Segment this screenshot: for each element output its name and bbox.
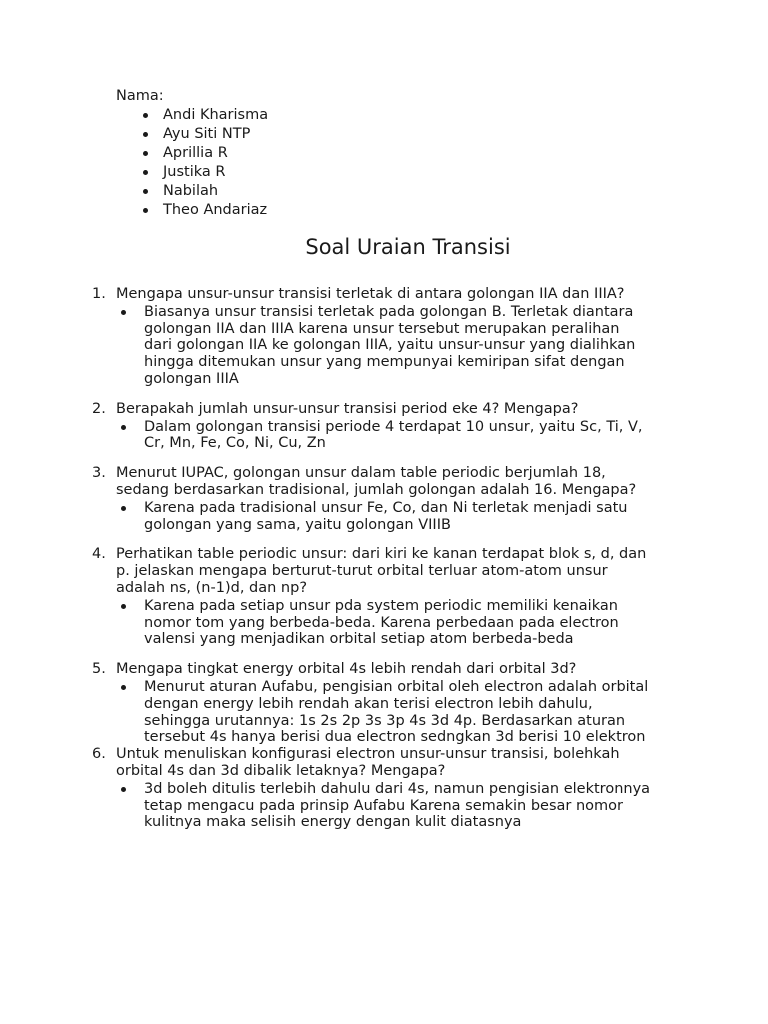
- name-item: Ayu Siti NTP: [116, 125, 268, 144]
- question-number: 6.: [92, 746, 106, 763]
- names-label: Nama:: [116, 88, 164, 104]
- question-item: [92, 465, 652, 533]
- bullet-icon: [92, 781, 144, 831]
- bullet-icon: [92, 679, 144, 746]
- name-item: Andi Kharisma: [116, 106, 268, 125]
- question-number: 3.: [92, 465, 106, 482]
- answer-text: Karena pada tradisional unsur Fe, Co, dan Ni terletak menjadi satu golongan yang sama, yaitu golongan VIIIB: [144, 499, 628, 533]
- names-section: [116, 87, 268, 220]
- question-item: [92, 401, 652, 452]
- answer-text: Dalam golongan transisi periode 4 terdapat 10 unsur, yaitu Sc, Ti, V, Cr, Mn, Fe, Co, Ni, Cu, Zn: [144, 418, 643, 452]
- question-text: Untuk menuliskan konfigurasi electron unsur-unsur transisi, bolehkah orbital 4s dan 3d dibalik letaknya? Mengapa?: [116, 746, 620, 779]
- question-item: [92, 286, 652, 388]
- question-number: 5.: [92, 661, 106, 678]
- bullet-icon: [92, 304, 144, 388]
- name-item: Nabilah: [116, 182, 268, 201]
- bullet-icon: [92, 419, 144, 453]
- question-item: [92, 546, 652, 648]
- names-list: [116, 106, 268, 220]
- bullet-icon: [92, 500, 144, 534]
- question-text: Perhatikan table periodic unsur: dari kiri ke kanan terdapat blok s, d, dan p. jelaskan mengapa berturut-turut orbital terluar atom-atom unsur adalah ns, (n-1)d, dan np?: [116, 546, 647, 596]
- answer-text: 3d boleh ditulis terlebih dahulu dari 4s, namun pengisian elektronnya tetap mengacu pada prinsip Aufabu Karena semakin besar nomor kulitnya maka selisih energy dengan kulit diatasnya: [144, 780, 651, 831]
- name-item: Justika R: [116, 163, 268, 182]
- name-item: Aprillia R: [116, 144, 268, 163]
- question-number: 4.: [92, 546, 106, 563]
- question-number: 2.: [92, 400, 106, 417]
- name-item: Theo Andariaz: [116, 201, 268, 220]
- question-text: Berapakah jumlah unsur-unsur transisi period eke 4? Mengapa?: [116, 400, 579, 417]
- question-item: [92, 746, 652, 831]
- answer-text: Biasanya unsur transisi terletak pada golongan B. Terletak diantara golongan IIA dan IIIA karena unsur tersebut merupakan peralihan dari golongan IIA ke golongan IIIA, yaitu unsur-unsur yang dialihkan hingga ditemukan unsur yang mempunyai kemiripan sifat dengan golongan IIIA: [144, 303, 636, 387]
- page-title: Soal Uraian Transisi: [305, 235, 511, 259]
- answer-text: Menurut aturan Aufabu, pengisian orbital oleh electron adalah orbital dengan energy lebih rendah akan terisi electron lebih dahulu, sehingga urutannya: 1s 2s 2p 3s 3p 4s 3d 4p. Berdasarkan aturan tersebut 4s hanya berisi dua electron sedngkan 3d berisi 10 elektron: [144, 678, 649, 746]
- question-item: [92, 661, 652, 746]
- question-text: Menurut IUPAC, golongan unsur dalam table periodic berjumlah 18, sedang berdasarkan tradisional, jumlah golongan adalah 16. Mengapa?: [116, 465, 637, 498]
- question-text: Mengapa tingkat energy orbital 4s lebih rendah dari orbital 3d?: [116, 661, 577, 678]
- question-number: 1.: [92, 286, 106, 302]
- answer-text: Karena pada setiap unsur pda system periodic memiliki kenaikan nomor tom yang berbeda-beda. Karena perbedaan pada electron valensi yang menjadikan orbital setiap atom berbeda-beda: [144, 597, 619, 648]
- bullet-icon: [92, 598, 144, 648]
- question-list: [92, 286, 652, 844]
- question-text: Mengapa unsur-unsur transisi terletak di antara golongan IIA dan IIIA?: [116, 286, 625, 302]
